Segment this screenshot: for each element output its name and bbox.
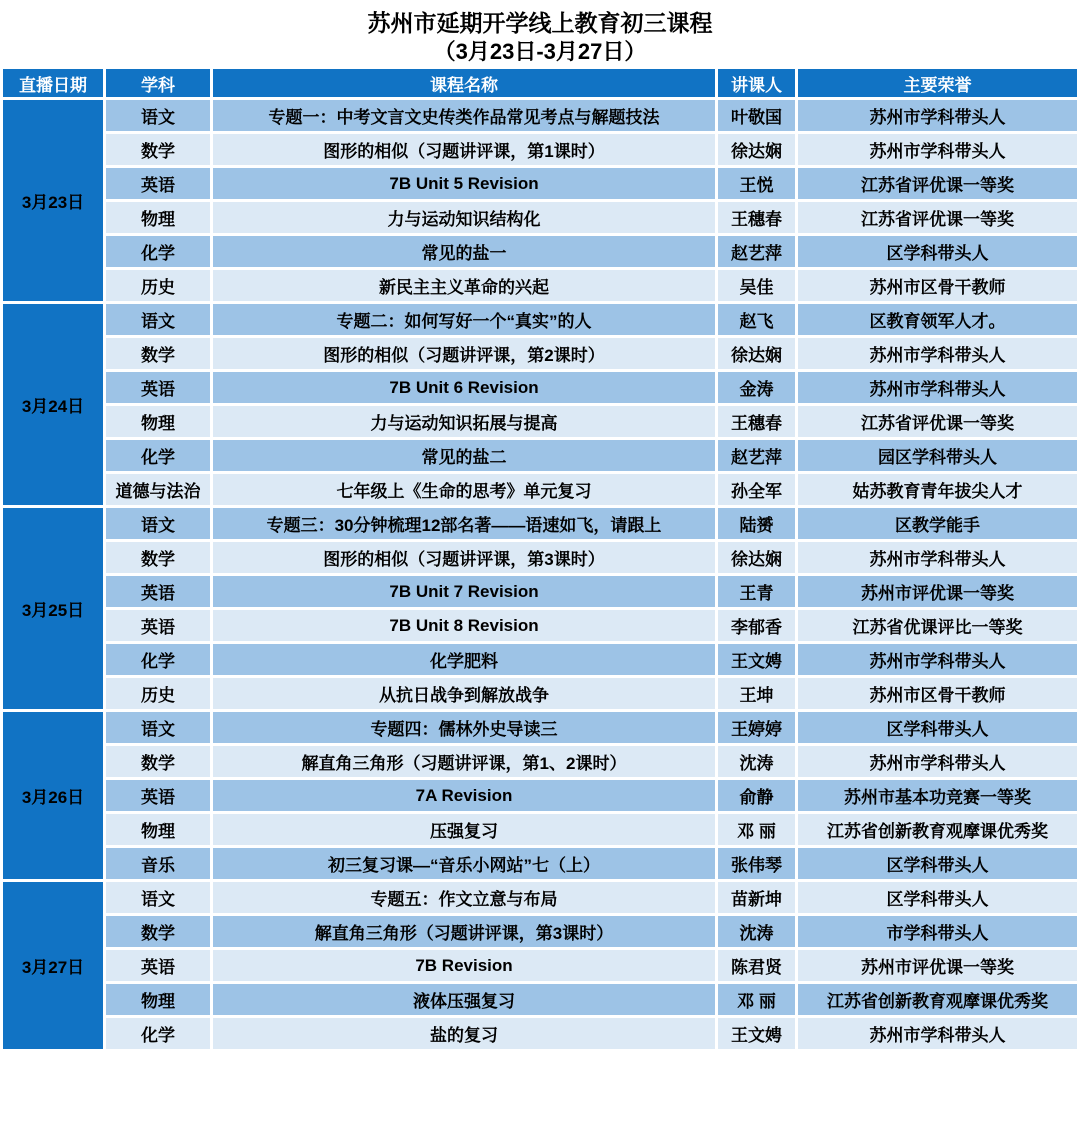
course-cell: 解直角三角形（习题讲评课，第1、2课时） <box>213 746 715 777</box>
honor-cell: 苏州市学科带头人 <box>798 542 1077 573</box>
column-header-3: 讲课人 <box>718 69 795 97</box>
teacher-cell: 邓 丽 <box>718 814 795 845</box>
course-cell: 七年级上《生命的思考》单元复习 <box>213 474 715 505</box>
honor-cell: 区教学能手 <box>798 508 1077 539</box>
course-cell: 7B Unit 6 Revision <box>213 372 715 403</box>
course-cell: 7B Revision <box>213 950 715 981</box>
teacher-cell: 徐达娴 <box>718 338 795 369</box>
honor-cell: 苏州市学科带头人 <box>798 100 1077 131</box>
honor-cell: 江苏省创新教育观摩课优秀奖 <box>798 814 1077 845</box>
course-cell: 图形的相似（习题讲评课，第1课时） <box>213 134 715 165</box>
subject-cell: 化学 <box>106 440 210 471</box>
subject-cell: 历史 <box>106 270 210 301</box>
subject-cell: 化学 <box>106 1018 210 1049</box>
page-title: 苏州市延期开学线上教育初三课程 <box>367 10 713 36</box>
column-header-4: 主要荣誉 <box>798 69 1077 97</box>
teacher-cell: 李郁香 <box>718 610 795 641</box>
honor-cell: 区学科带头人 <box>798 882 1077 913</box>
course-cell: 专题五：作文立意与布局 <box>213 882 715 913</box>
date-cell: 3月24日 <box>3 304 103 505</box>
course-cell: 图形的相似（习题讲评课，第2课时） <box>213 338 715 369</box>
teacher-cell: 俞静 <box>718 780 795 811</box>
column-header-0: 直播日期 <box>3 69 103 97</box>
subject-cell: 数学 <box>106 338 210 369</box>
subject-cell: 语文 <box>106 712 210 743</box>
subject-cell: 物理 <box>106 814 210 845</box>
teacher-cell: 金涛 <box>718 372 795 403</box>
title-block <box>0 0 1080 66</box>
course-cell: 7B Unit 8 Revision <box>213 610 715 641</box>
honor-cell: 苏州市学科带头人 <box>798 338 1077 369</box>
course-cell: 解直角三角形（习题讲评课，第3课时） <box>213 916 715 947</box>
course-row <box>3 542 1077 573</box>
teacher-cell: 陈君贤 <box>718 950 795 981</box>
subject-cell: 物理 <box>106 406 210 437</box>
teacher-cell: 王婷婷 <box>718 712 795 743</box>
honor-cell: 姑苏教育青年拔尖人才 <box>798 474 1077 505</box>
course-cell: 新民主主义革命的兴起 <box>213 270 715 301</box>
honor-cell: 苏州市学科带头人 <box>798 372 1077 403</box>
honor-cell: 苏州市区骨干教师 <box>798 678 1077 709</box>
teacher-cell: 张伟琴 <box>718 848 795 879</box>
course-row <box>3 678 1077 709</box>
column-header-2: 课程名称 <box>213 69 715 97</box>
course-row <box>3 644 1077 675</box>
honor-cell: 江苏省创新教育观摩课优秀奖 <box>798 984 1077 1015</box>
course-cell: 7B Unit 5 Revision <box>213 168 715 199</box>
course-row <box>3 372 1077 403</box>
honor-cell: 区学科带头人 <box>798 712 1077 743</box>
course-row <box>3 916 1077 947</box>
course-cell: 图形的相似（习题讲评课，第3课时） <box>213 542 715 573</box>
course-row <box>3 814 1077 845</box>
teacher-cell: 王坤 <box>718 678 795 709</box>
course-row <box>3 202 1077 233</box>
honor-cell: 苏州市学科带头人 <box>798 134 1077 165</box>
subject-cell: 英语 <box>106 168 210 199</box>
subject-cell: 英语 <box>106 576 210 607</box>
subject-cell: 数学 <box>106 746 210 777</box>
honor-cell: 苏州市学科带头人 <box>798 644 1077 675</box>
course-row <box>3 100 1077 131</box>
course-row <box>3 236 1077 267</box>
teacher-cell: 徐达娴 <box>718 542 795 573</box>
course-cell: 专题四：儒林外史导读三 <box>213 712 715 743</box>
teacher-cell: 王青 <box>718 576 795 607</box>
honor-cell: 江苏省评优课一等奖 <box>798 202 1077 233</box>
honor-cell: 苏州市区骨干教师 <box>798 270 1077 301</box>
course-row <box>3 848 1077 879</box>
subject-cell: 物理 <box>106 202 210 233</box>
honor-cell: 江苏省评优课一等奖 <box>798 168 1077 199</box>
course-row <box>3 882 1077 913</box>
course-row <box>3 406 1077 437</box>
course-cell: 7B Unit 7 Revision <box>213 576 715 607</box>
honor-cell: 苏州市评优课一等奖 <box>798 950 1077 981</box>
teacher-cell: 王文娉 <box>718 644 795 675</box>
honor-cell: 市学科带头人 <box>798 916 1077 947</box>
subject-cell: 语文 <box>106 882 210 913</box>
teacher-cell: 沈涛 <box>718 746 795 777</box>
teacher-cell: 吴佳 <box>718 270 795 301</box>
date-cell: 3月25日 <box>3 508 103 709</box>
course-cell: 常见的盐一 <box>213 236 715 267</box>
teacher-cell: 赵飞 <box>718 304 795 335</box>
subject-cell: 物理 <box>106 984 210 1015</box>
teacher-cell: 王悦 <box>718 168 795 199</box>
course-cell: 从抗日战争到解放战争 <box>213 678 715 709</box>
course-cell: 力与运动知识拓展与提高 <box>213 406 715 437</box>
honor-cell: 江苏省优课评比一等奖 <box>798 610 1077 641</box>
subject-cell: 英语 <box>106 610 210 641</box>
teacher-cell: 赵艺萍 <box>718 236 795 267</box>
teacher-cell: 孙全军 <box>718 474 795 505</box>
subject-cell: 英语 <box>106 372 210 403</box>
subject-cell: 语文 <box>106 100 210 131</box>
date-cell: 3月27日 <box>3 882 103 1049</box>
course-cell: 液体压强复习 <box>213 984 715 1015</box>
subject-cell: 历史 <box>106 678 210 709</box>
course-cell: 压强复习 <box>213 814 715 845</box>
teacher-cell: 赵艺萍 <box>718 440 795 471</box>
course-schedule-table <box>0 66 1080 1052</box>
course-row <box>3 576 1077 607</box>
course-row <box>3 508 1077 539</box>
course-row <box>3 168 1077 199</box>
course-row <box>3 1018 1077 1049</box>
honor-cell: 苏州市基本功竞赛一等奖 <box>798 780 1077 811</box>
column-header-1: 学科 <box>106 69 210 97</box>
subject-cell: 英语 <box>106 780 210 811</box>
honor-cell: 区教育领军人才。 <box>798 304 1077 335</box>
course-row <box>3 270 1077 301</box>
honor-cell: 江苏省评优课一等奖 <box>798 406 1077 437</box>
course-row <box>3 746 1077 777</box>
course-row <box>3 474 1077 505</box>
course-cell: 力与运动知识结构化 <box>213 202 715 233</box>
honor-cell: 苏州市评优课一等奖 <box>798 576 1077 607</box>
subject-cell: 化学 <box>106 644 210 675</box>
honor-cell: 园区学科带头人 <box>798 440 1077 471</box>
course-row <box>3 780 1077 811</box>
teacher-cell: 叶敬国 <box>718 100 795 131</box>
teacher-cell: 邓 丽 <box>718 984 795 1015</box>
course-cell: 初三复习课—“音乐小网站”七（上） <box>213 848 715 879</box>
course-cell: 常见的盐二 <box>213 440 715 471</box>
course-row <box>3 338 1077 369</box>
table-header-row <box>3 69 1077 97</box>
course-cell: 专题一：中考文言文史传类作品常见考点与解题技法 <box>213 100 715 131</box>
honor-cell: 苏州市学科带头人 <box>798 746 1077 777</box>
subject-cell: 语文 <box>106 304 210 335</box>
subject-cell: 英语 <box>106 950 210 981</box>
course-cell: 化学肥料 <box>213 644 715 675</box>
date-cell: 3月23日 <box>3 100 103 301</box>
subject-cell: 音乐 <box>106 848 210 879</box>
course-cell: 盐的复习 <box>213 1018 715 1049</box>
subject-cell: 道德与法治 <box>106 474 210 505</box>
subject-cell: 数学 <box>106 916 210 947</box>
teacher-cell: 沈涛 <box>718 916 795 947</box>
teacher-cell: 王穗春 <box>718 202 795 233</box>
honor-cell: 苏州市学科带头人 <box>798 1018 1077 1049</box>
course-cell: 专题二：如何写好一个“真实”的人 <box>213 304 715 335</box>
course-cell: 专题三：30分钟梳理12部名著——语速如飞，请跟上 <box>213 508 715 539</box>
course-row <box>3 712 1077 743</box>
page-title-date-range: （3月23日-3月27日） <box>433 39 647 64</box>
teacher-cell: 王文娉 <box>718 1018 795 1049</box>
honor-cell: 区学科带头人 <box>798 848 1077 879</box>
course-row <box>3 950 1077 981</box>
date-cell: 3月26日 <box>3 712 103 879</box>
course-row <box>3 984 1077 1015</box>
subject-cell: 化学 <box>106 236 210 267</box>
honor-cell: 区学科带头人 <box>798 236 1077 267</box>
teacher-cell: 徐达娴 <box>718 134 795 165</box>
course-cell: 7A Revision <box>213 780 715 811</box>
teacher-cell: 陆赟 <box>718 508 795 539</box>
teacher-cell: 苗新坤 <box>718 882 795 913</box>
subject-cell: 语文 <box>106 508 210 539</box>
subject-cell: 数学 <box>106 134 210 165</box>
course-row <box>3 440 1077 471</box>
teacher-cell: 王穗春 <box>718 406 795 437</box>
course-row <box>3 134 1077 165</box>
course-row <box>3 610 1077 641</box>
course-row <box>3 304 1077 335</box>
subject-cell: 数学 <box>106 542 210 573</box>
